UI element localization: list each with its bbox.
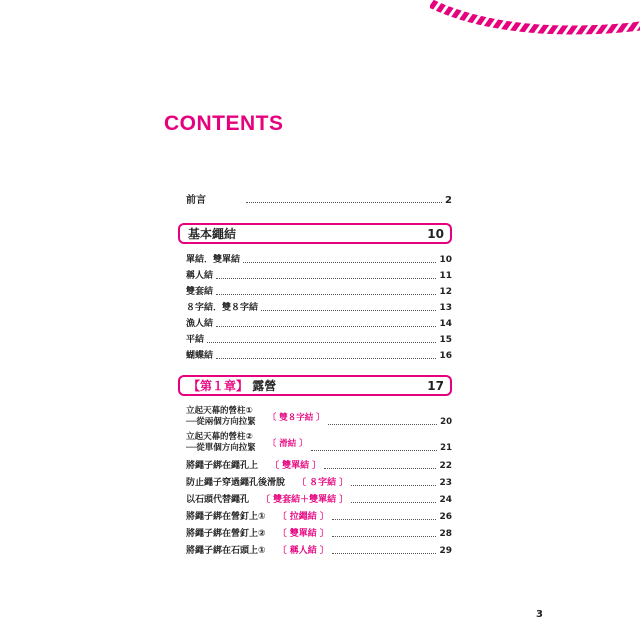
section-header-chapter-1[interactable] bbox=[178, 375, 452, 396]
toc-entry[interactable] bbox=[186, 332, 452, 346]
leader-dots bbox=[243, 261, 436, 263]
toc-entry-label: 單結．雙單結 bbox=[186, 255, 241, 265]
toc-entry-label: 蝴蝶結 bbox=[186, 351, 214, 361]
leader-dots bbox=[351, 501, 436, 503]
leader-dots bbox=[351, 484, 436, 486]
knot-tag: 〔 稱人結 〕 bbox=[277, 546, 329, 556]
section-page: 10 bbox=[427, 226, 444, 241]
toc-entry-label: 稱人結 bbox=[186, 271, 214, 281]
leader-dots bbox=[216, 277, 436, 279]
section-page: 17 bbox=[427, 378, 444, 393]
knot-tag: 〔 ８字結 〕 bbox=[297, 478, 349, 488]
toc-entry-label: 以石頭代替繩孔 bbox=[186, 495, 250, 505]
leader-dots bbox=[261, 309, 436, 311]
toc-entry-label: 前言 bbox=[186, 195, 206, 206]
toc-entry-page: 29 bbox=[439, 546, 452, 556]
leader-dots bbox=[207, 341, 436, 343]
toc-entry-label: ８字結．雙８字結 bbox=[186, 303, 259, 313]
knot-tag: 〔 雙套結＋雙單結 〕 bbox=[261, 495, 349, 505]
section-title: 基本繩結 bbox=[188, 227, 237, 241]
toc-entry[interactable] bbox=[186, 348, 452, 362]
toc-entry-page: 13 bbox=[439, 303, 452, 313]
toc-entry-line1: 立起天幕的營柱① bbox=[186, 406, 253, 416]
leader-dots bbox=[216, 293, 436, 295]
toc-entry-page: 21 bbox=[440, 443, 452, 453]
toc-entry-page: 14 bbox=[439, 319, 452, 329]
rope-decoration bbox=[430, 0, 640, 42]
toc-entry-page: 23 bbox=[439, 478, 452, 488]
toc-entry-label: 雙套結 bbox=[186, 287, 214, 297]
knot-tag: 〔 雙單結 〕 bbox=[277, 529, 329, 539]
toc-entry[interactable] bbox=[186, 284, 452, 298]
toc-entry-line2: ──從單個方向拉緊 bbox=[186, 443, 256, 453]
page-number: 3 bbox=[536, 609, 543, 620]
toc-entry-line1: 立起天幕的營柱② bbox=[186, 432, 253, 442]
toc-entry-page: 11 bbox=[439, 271, 452, 281]
toc-entry-label: 將繩子綁在營釘上① bbox=[186, 512, 266, 522]
toc-entry-page: 10 bbox=[439, 255, 452, 265]
leader-dots bbox=[324, 467, 436, 469]
section-title: 露營 bbox=[252, 379, 277, 393]
toc-entry-page: 16 bbox=[439, 351, 452, 361]
toc-entry[interactable] bbox=[186, 458, 452, 472]
leader-dots bbox=[332, 535, 437, 537]
toc-entry[interactable] bbox=[186, 430, 452, 454]
toc-entry-page: 15 bbox=[439, 335, 452, 345]
toc-entry[interactable] bbox=[186, 316, 452, 330]
leader-dots bbox=[328, 423, 437, 425]
toc-entry[interactable] bbox=[186, 526, 452, 540]
toc-entry[interactable] bbox=[186, 404, 452, 428]
knot-tag: 〔 雙８字結 〕 bbox=[267, 413, 325, 423]
toc-entry-page: 20 bbox=[440, 417, 452, 427]
toc-entry-label: 防止繩子穿過繩孔後滑脫 bbox=[186, 478, 286, 488]
leader-dots bbox=[246, 201, 442, 203]
toc-entry[interactable] bbox=[186, 475, 452, 489]
toc-entry-label: 將繩子綁在營釘上② bbox=[186, 529, 266, 539]
leader-dots bbox=[332, 518, 437, 520]
toc-entry-label: 平結 bbox=[186, 335, 205, 345]
toc-entry[interactable] bbox=[186, 268, 452, 282]
toc-entry-page: 2 bbox=[445, 195, 452, 206]
leader-dots bbox=[216, 357, 436, 359]
toc-entry-page: 28 bbox=[439, 529, 452, 539]
toc-entry-label: 漁人結 bbox=[186, 319, 214, 329]
toc-entry[interactable] bbox=[186, 300, 452, 314]
toc-entry-page: 24 bbox=[439, 495, 452, 505]
toc-entry-preface[interactable] bbox=[186, 192, 452, 206]
toc-entry-page: 26 bbox=[439, 512, 452, 522]
leader-dots bbox=[332, 552, 437, 554]
toc-entry-label: 將繩子綁在石頭上① bbox=[186, 546, 266, 556]
toc-entry-page: 12 bbox=[439, 287, 452, 297]
knot-tag: 〔 滑結 〕 bbox=[267, 439, 308, 449]
section-header-basic-knots[interactable] bbox=[178, 223, 452, 244]
leader-dots bbox=[311, 449, 437, 451]
toc-entry[interactable] bbox=[186, 509, 452, 523]
toc-entry-page: 22 bbox=[439, 461, 452, 471]
chapter-label: 【第１章】 bbox=[188, 379, 249, 393]
page-title: CONTENTS bbox=[164, 112, 284, 135]
toc-entry[interactable] bbox=[186, 252, 452, 266]
leader-dots bbox=[216, 325, 436, 327]
knot-tag: 〔 拉繩結 〕 bbox=[277, 512, 329, 522]
knot-tag: 〔 雙單結 〕 bbox=[270, 461, 322, 471]
toc-entry-label: 將繩子綁在繩孔上 bbox=[186, 461, 259, 471]
toc-entry[interactable] bbox=[186, 492, 452, 506]
toc-entry-line2: ──從兩個方向拉緊 bbox=[186, 417, 256, 427]
toc-entry[interactable] bbox=[186, 543, 452, 557]
